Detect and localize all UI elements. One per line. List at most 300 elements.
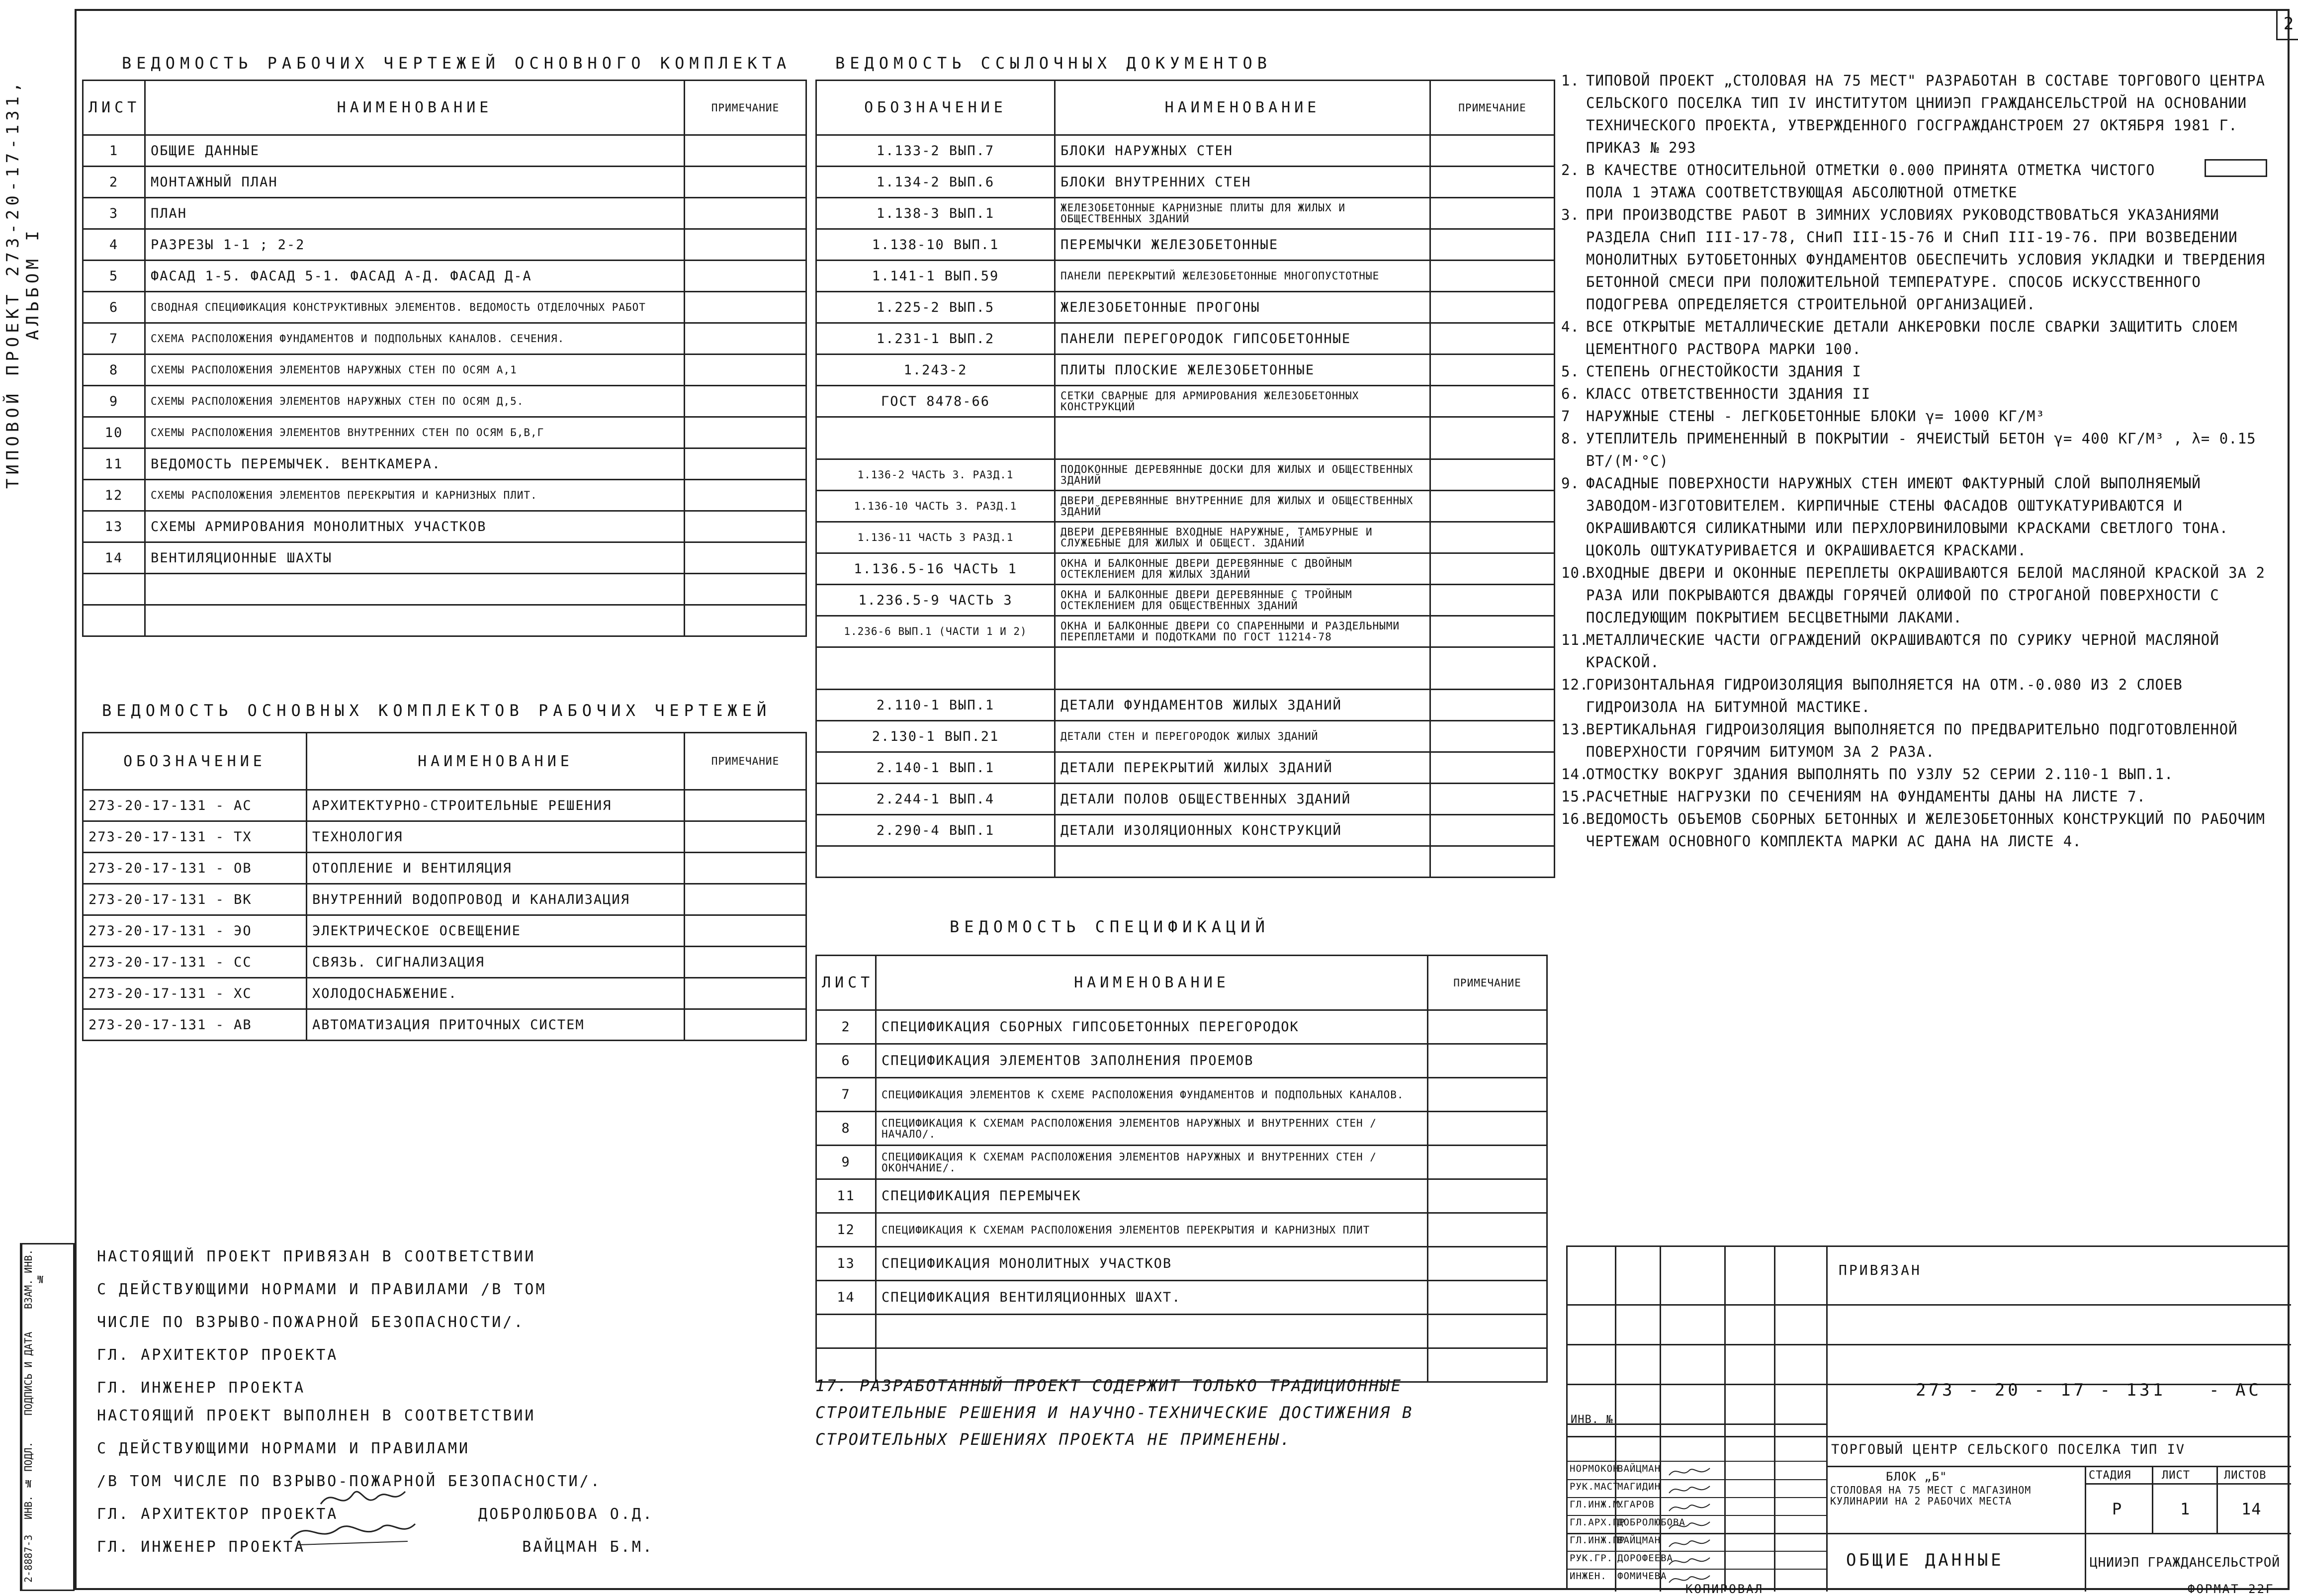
title-block — [1566, 1245, 2290, 1590]
cell-code: 1.136-11 ЧАСТЬ 3 РАЗД.1 — [816, 522, 1055, 553]
cell-name: СХЕМЫ РАСПОЛОЖЕНИЯ ЭЛЕМЕНТОВ ПЕРЕКРЫТИЯ И КАРНИЗНЫХ ПЛИТ. — [145, 480, 685, 511]
cell-name: СХЕМА РАСПОЛОЖЕНИЯ ФУНДАМЕНТОВ И ПОДПОЛЬНЫХ КАНАЛОВ. СЕЧЕНИЯ. — [145, 323, 685, 355]
cell-note — [1430, 292, 1555, 323]
cell-code: 1.136-2 ЧАСТЬ 3. РАЗД.1 — [816, 459, 1055, 491]
cell-sheet: 12 — [83, 480, 145, 511]
cell-code: 1.134-2 ВЫП.6 — [816, 167, 1055, 198]
cell-name: ПАНЕЛИ ПЕРЕГОРОДОК ГИПСОБЕТОННЫЕ — [1055, 323, 1430, 355]
cell-note — [1428, 1010, 1547, 1044]
col-header: НАИМЕНОВАНИЕ — [1055, 81, 1430, 135]
cell-note — [685, 1009, 806, 1041]
cell-note — [685, 821, 806, 853]
cell-code: 2.110-1 ВЫП.1 — [816, 690, 1055, 721]
cell-name: ОКНА И БАЛКОННЫЕ ДВЕРИ ДЕРЕВЯННЫЕ С ТРОЙНЫМ ОСТЕКЛЕНИЕМ ДЛЯ ОБЩЕСТВЕННЫХ ЗДАНИЙ — [1055, 585, 1430, 616]
table-row — [83, 167, 806, 198]
cell-note — [685, 417, 806, 448]
table-row — [816, 491, 1555, 522]
cell-sheet: 12 — [816, 1213, 876, 1247]
note-item — [1561, 204, 2267, 316]
signature-icon — [1667, 1536, 1712, 1551]
cell-code: 273-20-17-131 - АС — [83, 790, 307, 821]
table-row — [83, 229, 806, 261]
cell-code: 273-20-17-131 - АВ — [83, 1009, 307, 1041]
cell-note — [685, 542, 806, 574]
cell-code: 273-20-17-131 - ТХ — [83, 821, 307, 853]
cell-code: 1.236-6 ВЫП.1 (ЧАСТИ 1 И 2) — [816, 616, 1055, 647]
object-name: СТОЛОВАЯ НА 75 МЕСТ С МАГАЗИНОМ КУЛИНАРИИ НА 2 РАБОЧИХ МЕСТА — [1830, 1484, 2032, 1507]
col-header: ПРИМЕЧАНИЕ — [1430, 81, 1555, 135]
cell-sheet: 2 — [83, 167, 145, 198]
cell-code: 273-20-17-131 - ЭО — [83, 915, 307, 947]
cell-note — [685, 884, 806, 915]
cell-note — [1428, 1281, 1547, 1315]
cell-note — [685, 355, 806, 386]
stage-header: СТАДИЯ — [2089, 1469, 2131, 1482]
reference-docs-table — [815, 80, 1555, 878]
executed-line: /В ТОМ ЧИСЛЕ ПО ВЗРЫВО-ПОЖАРНОЙ БЕЗОПАСНОСТИ/. — [97, 1473, 602, 1490]
empty-cell — [685, 574, 806, 605]
cell-note — [1430, 229, 1555, 261]
cell-sheet: 8 — [83, 355, 145, 386]
cell-name: СХЕМЫ РАСПОЛОЖЕНИЯ ЭЛЕМЕНТОВ НАРУЖНЫХ СТЕН ПО ОСЯМ Д,5. — [145, 386, 685, 417]
note-text: УТЕПЛИТЕЛЬ ПРИМЕНЕННЫЙ В ПОКРЫТИИ - ЯЧЕИСТЫЙ БЕТОН γ= 400 КГ/М³ , λ= 0.15 ВТ/(М·°С) — [1586, 430, 2256, 469]
empty-cell — [816, 1315, 876, 1348]
cell-note — [685, 386, 806, 417]
engineer-signature-icon — [288, 1514, 418, 1549]
note-item — [1561, 70, 2267, 159]
cell-note — [685, 323, 806, 355]
col-header: ОБОЗНАЧЕНИЕ — [816, 81, 1055, 135]
note-item — [1561, 428, 2267, 472]
table-row — [83, 915, 806, 947]
cell-name: ВЕНТИЛЯЦИОННЫЕ ШАХТЫ — [145, 542, 685, 574]
executed-architect: ГЛ. АРХИТЕКТОР ПРОЕКТА — [97, 1506, 339, 1523]
note-number: 10. — [1561, 564, 1589, 581]
note-item — [1561, 562, 2267, 629]
table-row — [83, 947, 806, 978]
note-number: 15. — [1561, 788, 1589, 805]
table-row — [816, 1078, 1547, 1112]
cell-code: 1.225-2 ВЫП.5 — [816, 292, 1055, 323]
empty-cell — [1430, 846, 1555, 878]
table-row — [816, 323, 1555, 355]
side-project-title: ТИПОВОЙ ПРОЕКТ 273-20-17-131, АЛЬБОМ I — [3, 78, 43, 489]
general-notes — [1561, 70, 2267, 853]
table-row — [83, 480, 806, 511]
note-item — [1561, 472, 2267, 562]
table-row — [816, 1044, 1547, 1078]
empty-cell — [816, 417, 1055, 459]
cell-name: СХЕМЫ РАСПОЛОЖЕНИЯ ЭЛЕМЕНТОВ ВНУТРЕННИХ СТЕН ПО ОСЯМ Б,В,Г — [145, 417, 685, 448]
project-mark: - АС — [2209, 1380, 2262, 1400]
cell-code: 1.231-1 ВЫП.2 — [816, 323, 1055, 355]
cell-code: 2.140-1 ВЫП.1 — [816, 752, 1055, 784]
binding-line: НАСТОЯЩИЙ ПРОЕКТ ПРИВЯЗАН В СООТВЕТСТВИИ — [97, 1248, 536, 1265]
empty-cell — [83, 605, 145, 636]
cell-sheet: 14 — [816, 1281, 876, 1315]
cell-note — [1430, 135, 1555, 167]
cell-sheet: 13 — [83, 511, 145, 542]
note-text: МЕТАЛЛИЧЕСКИЕ ЧАСТИ ОГРАЖДЕНИЙ ОКРАШИВАЮТСЯ ПО СУРИКУ ЧЕРНОЙ МАСЛЯНОЙ КРАСКОЙ. — [1586, 631, 2219, 671]
col-header: НАИМЕНОВАНИЕ — [145, 81, 685, 135]
note-item — [1561, 763, 2267, 786]
empty-cell — [816, 846, 1055, 878]
signature-icon — [1667, 1518, 1712, 1533]
format-label: ФОРМАТ 22Г — [2188, 1582, 2275, 1596]
table-row — [83, 821, 806, 853]
sheet-header: ЛИСТ — [2162, 1469, 2190, 1482]
cell-code: 1.136.5-16 ЧАСТЬ 1 — [816, 553, 1055, 585]
architect-signature-icon — [318, 1484, 408, 1514]
note-item — [1561, 786, 2267, 808]
table-row — [816, 229, 1555, 261]
cell-note — [1430, 198, 1555, 229]
note-item — [1561, 159, 2267, 204]
empty-cell — [1055, 647, 1430, 690]
cell-note — [1430, 616, 1555, 647]
cell-note — [685, 480, 806, 511]
cell-code: 2.130-1 ВЫП.21 — [816, 721, 1055, 752]
staff-role: РУК.МАСТ — [1570, 1481, 1619, 1492]
empty-cell — [1430, 647, 1555, 690]
table-row — [83, 511, 806, 542]
table-row — [83, 542, 806, 574]
cell-name: ПАНЕЛИ ПЕРЕКРЫТИЙ ЖЕЛЕЗОБЕТОННЫЕ МНОГОПУСТОТНЫЕ — [1055, 261, 1430, 292]
cell-name: СПЕЦИФИКАЦИЯ СБОРНЫХ ГИПСОБЕТОННЫХ ПЕРЕГОРОДОК — [876, 1010, 1428, 1044]
executed-engineer: ГЛ. ИНЖЕНЕР ПРОЕКТА — [97, 1538, 306, 1556]
staff-role: ИНЖЕН. — [1570, 1571, 1607, 1582]
drawings-list-title: ВЕДОМОСТЬ РАБОЧИХ ЧЕРТЕЖЕЙ ОСНОВНОГО КОМПЛЕКТА — [122, 54, 792, 73]
note-text: КЛАСС ОТВЕТСТВЕННОСТИ ЗДАНИЯ II — [1586, 385, 1871, 402]
note-17: 17. РАЗРАБОТАННЫЙ ПРОЕКТ СОДЕРЖИТ ТОЛЬКО ТРАДИЦИОННЫЕ СТРОИТЕЛЬНЫЕ РЕШЕНИЯ И НАУЧНО-ТЕХНИЧЕСКИЕ ДОСТИЖЕНИЯ В СТРОИТЕЛЬНЫХ РЕШЕНИЯХ ПРОЕКТА НЕ ПРИМЕНЕНЫ. — [815, 1376, 1414, 1449]
staff-role: ГЛ.ИНЖ.М. — [1570, 1499, 1625, 1510]
project-code: 273 - 20 - 17 - 131 — [1916, 1380, 2166, 1400]
table-row — [83, 448, 806, 480]
table-row — [816, 355, 1555, 386]
executed-engineer-name: ВАЙЦМАН Б.М. — [522, 1538, 654, 1556]
inventory-label: ИНВ. № — [1571, 1414, 1613, 1426]
table-row — [83, 198, 806, 229]
cell-sheet: 6 — [83, 292, 145, 323]
cell-name: СХЕМЫ АРМИРОВАНИЯ МОНОЛИТНЫХ УЧАСТКОВ — [145, 511, 685, 542]
cell-note — [685, 947, 806, 978]
cell-name: СПЕЦИФИКАЦИЯ ЭЛЕМЕНТОВ ЗАПОЛНЕНИЯ ПРОЕМОВ — [876, 1044, 1428, 1078]
cell-note — [1428, 1146, 1547, 1179]
signature-icon — [1667, 1482, 1712, 1497]
cell-name: ОКНА И БАЛКОННЫЕ ДВЕРИ ДЕРЕВЯННЫЕ С ДВОЙНЫМ ОСТЕКЛЕНИЕМ ДЛЯ ЖИЛЫХ ЗДАНИЙ — [1055, 553, 1430, 585]
cell-sheet: 11 — [83, 448, 145, 480]
table-row — [83, 292, 806, 323]
col-header: ПРИМЕЧАНИЕ — [685, 81, 806, 135]
col-header: ПРИМЕЧАНИЕ — [685, 733, 806, 790]
note-text: ВХОДНЫЕ ДВЕРИ И ОКОННЫЕ ПЕРЕПЛЕТЫ ОКРАШИВАЮТСЯ БЕЛОЙ МАСЛЯНОЙ КРАСКОЙ ЗА 2 РАЗА ИЛИ ПОКРЫВАЮТСЯ ДВАЖДЫ ГОРЯЧЕЙ ОЛИФОЙ ПО СТРОГАНОЙ ПОВЕРХНОСТИ С ПОСЛЕДУЮЩИМ ПОКРЫТИЕМ БЕСЦВЕТНЫМИ ЛАКАМИ. — [1586, 564, 2266, 626]
cell-sheet: 2 — [816, 1010, 876, 1044]
cell-sheet: 8 — [816, 1112, 876, 1146]
table-row — [83, 978, 806, 1009]
cell-name: ОКНА И БАЛКОННЫЕ ДВЕРИ СО СПАРЕННЫМИ И РАЗДЕЛЬНЫМИ ПЕРЕПЛЕТАМИ И ПОДОТКАМИ ПО ГОСТ 11214-78 — [1055, 616, 1430, 647]
note-number: 6. — [1561, 385, 1580, 402]
cell-name: СВЯЗЬ. СИГНАЛИЗАЦИЯ — [307, 947, 685, 978]
table-row — [83, 790, 806, 821]
note-number: 1. — [1561, 72, 1580, 89]
col-header: ПРИМЕЧАНИЕ — [1428, 956, 1547, 1010]
col-header: ОБОЗНАЧЕНИЕ — [83, 733, 307, 790]
note-item — [1561, 383, 2267, 405]
note-item — [1561, 674, 2267, 718]
executed-line: НАСТОЯЩИЙ ПРОЕКТ ВЫПОЛНЕН В СООТВЕТСТВИИ — [97, 1407, 536, 1424]
cell-name: СПЕЦИФИКАЦИЯ МОНОЛИТНЫХ УЧАСТКОВ — [876, 1247, 1428, 1281]
table-row — [816, 585, 1555, 616]
empty-cell — [145, 605, 685, 636]
cell-note — [1430, 261, 1555, 292]
note-number: 8. — [1561, 430, 1580, 447]
cell-note — [685, 511, 806, 542]
table-row — [816, 1146, 1547, 1179]
sheets-header: ЛИСТОВ — [2224, 1469, 2267, 1482]
binding-engineer: ГЛ. ИНЖЕНЕР ПРОЕКТА — [97, 1379, 306, 1397]
cell-sheet: 1 — [83, 135, 145, 167]
table-row — [816, 167, 1555, 198]
staff-name: МАГИДИН — [1617, 1481, 1661, 1492]
specs-table — [815, 955, 1548, 1383]
cell-name: МОНТАЖНЫЙ ПЛАН — [145, 167, 685, 198]
cell-name: СПЕЦИФИКАЦИЯ ЭЛЕМЕНТОВ К СХЕМЕ РАСПОЛОЖЕНИЯ ФУНДАМЕНТОВ И ПОДПОЛЬНЫХ КАНАЛОВ. — [876, 1078, 1428, 1112]
cell-name: ДЕТАЛИ ИЗОЛЯЦИОННЫХ КОНСТРУКЦИЙ — [1055, 815, 1430, 846]
table-row — [83, 135, 806, 167]
empty-cell — [83, 574, 145, 605]
cell-note — [1430, 585, 1555, 616]
note-text: НАРУЖНЫЕ СТЕНЫ - ЛЕГКОБЕТОННЫЕ БЛОКИ γ= 1000 КГ/М³ — [1586, 408, 2045, 425]
table-row — [816, 135, 1555, 167]
staff-name: ДОРОФЕЕВА — [1617, 1553, 1673, 1564]
table-row — [816, 1315, 1547, 1348]
cell-name: БЛОКИ ВНУТРЕННИХ СТЕН — [1055, 167, 1430, 198]
stamp-cell: ИНВ. № ПОДЛ. — [21, 1433, 49, 1528]
table-row — [816, 386, 1555, 417]
note-number: 7 — [1561, 408, 1571, 425]
empty-cell — [1055, 846, 1430, 878]
cell-note — [685, 261, 806, 292]
signature-icon — [1667, 1554, 1712, 1569]
privyazan-label: ПРИВЯЗАН — [1839, 1262, 1922, 1278]
sheet-name: ОБЩИЕ ДАННЫЕ — [1846, 1550, 2004, 1570]
note-number: 13. — [1561, 721, 1589, 738]
table-row — [83, 323, 806, 355]
cell-code: 1.138-10 ВЫП.1 — [816, 229, 1055, 261]
cell-code: 273-20-17-131 - ОВ — [83, 853, 307, 884]
sheet-number: 2 — [2276, 9, 2298, 40]
note-number: 4. — [1561, 318, 1580, 335]
note-item — [1561, 808, 2267, 853]
note-text: РАСЧЕТНЫЕ НАГРУЗКИ ПО СЕЧЕНИЯМ НА ФУНДАМЕНТЫ ДАНЫ НА ЛИСТЕ 7. — [1586, 788, 2146, 805]
cell-note — [685, 229, 806, 261]
cell-sheet: 13 — [816, 1247, 876, 1281]
cell-name: ХОЛОДОСНАБЖЕНИЕ. — [307, 978, 685, 1009]
staff-role: НОРМОКОН — [1570, 1463, 1619, 1474]
cell-name: ПЕРЕМЫЧКИ ЖЕЛЕЗОБЕТОННЫЕ — [1055, 229, 1430, 261]
staff-name: УГАРОВ — [1617, 1499, 1655, 1510]
col-header: ЛИСТ — [83, 81, 145, 135]
table-row — [816, 417, 1555, 459]
empty-cell — [1430, 417, 1555, 459]
cell-note — [1430, 815, 1555, 846]
cell-note — [1428, 1213, 1547, 1247]
stamp-cell: ПОДПИСЬ И ДАТА — [21, 1314, 49, 1433]
cell-name: ДЕТАЛИ СТЕН И ПЕРЕГОРОДОК ЖИЛЫХ ЗДАНИЙ — [1055, 721, 1430, 752]
staff-role: РУК.ГР. — [1570, 1553, 1613, 1564]
empty-cell — [1055, 417, 1430, 459]
cell-code: 1.138-3 ВЫП.1 — [816, 198, 1055, 229]
cell-sheet: 7 — [83, 323, 145, 355]
col-header: НАИМЕНОВАНИЕ — [307, 733, 685, 790]
staff-role: ГЛ.ИНЖ.ПР — [1570, 1535, 1625, 1546]
cell-note — [685, 135, 806, 167]
cell-name: БЛОКИ НАРУЖНЫХ СТЕН — [1055, 135, 1430, 167]
cell-code: 1.133-2 ВЫП.7 — [816, 135, 1055, 167]
cell-name: ПОДОКОННЫЕ ДЕРЕВЯННЫЕ ДОСКИ ДЛЯ ЖИЛЫХ И ОБЩЕСТВЕННЫХ ЗДАНИЙ — [1055, 459, 1430, 491]
binding-architect: ГЛ. АРХИТЕКТОР ПРОЕКТА — [97, 1346, 339, 1364]
note-text: ТИПОВОЙ ПРОЕКТ „СТОЛОВАЯ НА 75 МЕСТ" РАЗРАБОТАН В СОСТАВЕ ТОРГОВОГО ЦЕНТРА СЕЛЬСКОГО ПОСЕЛКА ТИП IV ИНСТИТУТОМ ЦНИИЭП ГРАЖДАНСЕЛЬСТРОЙ НА ОСНОВАНИИ ТЕХНИЧЕСКОГО ПРОЕКТА, УТВЕРЖДЕННОГО ГОСГРАЖДАНСТРОЕМ 27 ОКТЯБРЯ 1981 Г. ПРИКАЗ № 293 — [1586, 72, 2266, 156]
cell-note — [1430, 355, 1555, 386]
note-number: 9. — [1561, 475, 1580, 492]
note-number: 2. — [1561, 162, 1580, 178]
table-row — [816, 690, 1555, 721]
note-text: ОТМОСТКУ ВОКРУГ ЗДАНИЯ ВЫПОЛНЯТЬ ПО УЗЛУ 52 СЕРИИ 2.110-1 ВЫП.1. — [1586, 766, 2174, 783]
sheets-value: 14 — [2241, 1500, 2262, 1518]
table-row — [83, 417, 806, 448]
signature-icon — [1667, 1464, 1712, 1479]
note-number: 5. — [1561, 363, 1580, 380]
cell-name: СПЕЦИФИКАЦИЯ К СХЕМАМ РАСПОЛОЖЕНИЯ ЭЛЕМЕНТОВ ПЕРЕКРЫТИЯ И КАРНИЗНЫХ ПЛИТ — [876, 1213, 1428, 1247]
note-number: 16. — [1561, 810, 1589, 827]
cell-note — [1430, 491, 1555, 522]
note-text: ГОРИЗОНТАЛЬНАЯ ГИДРОИЗОЛЯЦИЯ ВЫПОЛНЯЕТСЯ НА ОТМ.-0.080 ИЗ 2 СЛОЕВ ГИДРОИЗОЛА НА БИТУМНОЙ МАСТИКЕ. — [1586, 676, 2183, 715]
table-row — [816, 522, 1555, 553]
table-row — [816, 1281, 1547, 1315]
binding-line: С ДЕЙСТВУЮЩИМИ НОРМАМИ И ПРАВИЛАМИ /В ТОМ — [97, 1281, 547, 1298]
staff-role: ГЛ.АРХ.ПР — [1570, 1517, 1625, 1528]
empty-cell — [1428, 1315, 1547, 1348]
table-row — [816, 784, 1555, 815]
table-row — [816, 647, 1555, 690]
table-row — [816, 1213, 1547, 1247]
cell-name: ФАСАД 1-5. ФАСАД 5-1. ФАСАД А-Д. ФАСАД Д-А — [145, 261, 685, 292]
cell-name: СПЕЦИФИКАЦИЯ ПЕРЕМЫЧЕК — [876, 1179, 1428, 1213]
table-row — [83, 355, 806, 386]
note-text: ФАСАДНЫЕ ПОВЕРХНОСТИ НАРУЖНЫХ СТЕН ИМЕЮТ ФАКТУРНЫЙ СЛОЙ ВЫПОЛНЯЕМЫЙ ЗАВОДОМ-ИЗГОТОВИТЕЛЕМ. КИРПИЧНЫЕ СТЕНЫ ФАСАДОВ ОШТУКАТУРИВАЮТСЯ И ОКРАШИВАЮТСЯ СИЛИКАТНЫМИ ИЛИ ПЕРХЛОРВИНИЛОВЫМИ КРАСКАМИ СВЕТЛОГО ТОНА. ЦОКОЛЬ ОШТУКАТУРИВАЕТСЯ И ОКРАШИВАЕТСЯ КРАСКАМИ. — [1586, 475, 2229, 559]
cell-code: 273-20-17-131 - СС — [83, 947, 307, 978]
cell-note — [1430, 690, 1555, 721]
cell-name: ДВЕРИ ДЕРЕВЯННЫЕ ВХОДНЫЕ НАРУЖНЫЕ, ТАМБУРНЫЕ И СЛУЖЕБНЫЕ ДЛЯ ЖИЛЫХ И ОБЩЕСТ. ЗДАНИЙ — [1055, 522, 1430, 553]
empty-cell — [876, 1315, 1428, 1348]
note-item — [1561, 718, 2267, 763]
cell-name: СЕТКИ СВАРНЫЕ ДЛЯ АРМИРОВАНИЯ ЖЕЛЕЗОБЕТОННЫХ КОНСТРУКЦИЙ — [1055, 386, 1430, 417]
cell-name: ПЛИТЫ ПЛОСКИЕ ЖЕЛЕЗОБЕТОННЫЕ — [1055, 355, 1430, 386]
cell-note — [1430, 522, 1555, 553]
cell-name: АВТОМАТИЗАЦИЯ ПРИТОЧНЫХ СИСТЕМ — [307, 1009, 685, 1041]
cell-name: ЭЛЕКТРИЧЕСКОЕ ОСВЕЩЕНИЕ — [307, 915, 685, 947]
table-row — [816, 616, 1555, 647]
organization: ЦНИИЭП ГРАЖДАНСЕЛЬСТРОЙ — [2090, 1555, 2281, 1570]
cell-name: СПЕЦИФИКАЦИЯ К СХЕМАМ РАСПОЛОЖЕНИЯ ЭЛЕМЕНТОВ НАРУЖНЫХ И ВНУТРЕННИХ СТЕН / ОКОНЧАНИЕ/. — [876, 1146, 1428, 1179]
table-row — [816, 721, 1555, 752]
stamp-cell: ВЗАМ. ИНВ. № — [21, 1244, 49, 1314]
empty-cell — [816, 647, 1055, 690]
main-sets-title: ВЕДОМОСТЬ ОСНОВНЫХ КОМПЛЕКТОВ РАБОЧИХ ЧЕРТЕЖЕЙ — [102, 701, 772, 720]
specs-title: ВЕДОМОСТЬ СПЕЦИФИКАЦИЙ — [950, 917, 1270, 936]
table-row — [816, 1247, 1547, 1281]
note-number: 14. — [1561, 766, 1589, 783]
cell-code: 2.290-4 ВЫП.1 — [816, 815, 1055, 846]
cell-sheet: 9 — [816, 1146, 876, 1179]
cell-name: ДЕТАЛИ ПОЛОВ ОБЩЕСТВЕННЫХ ЗДАНИЙ — [1055, 784, 1430, 815]
note-item — [1561, 316, 2267, 360]
cell-code: 273-20-17-131 - ВК — [83, 884, 307, 915]
center-title: ТОРГОВЫЙ ЦЕНТР СЕЛЬСКОГО ПОСЕЛКА ТИП IV — [1831, 1442, 2185, 1457]
cell-sheet: 7 — [816, 1078, 876, 1112]
cell-note — [1430, 553, 1555, 585]
col-header: НАИМЕНОВАНИЕ — [876, 956, 1428, 1010]
stage-value: Р — [2112, 1500, 2122, 1518]
note-text: ВЕРТИКАЛЬНАЯ ГИДРОИЗОЛЯЦИЯ ВЫПОЛНЯЕТСЯ ПО ПРЕДВАРИТЕЛЬНО ПОДГОТОВЛЕННОЙ ПОВЕРХНОСТИ ГОРЯЧИМ БИТУМОМ ЗА 2 РАЗА. — [1586, 721, 2238, 760]
cell-code: ГОСТ 8478-66 — [816, 386, 1055, 417]
cell-code: 1.136-10 ЧАСТЬ 3. РАЗД.1 — [816, 491, 1055, 522]
cell-code: 2.244-1 ВЫП.4 — [816, 784, 1055, 815]
main-sets-table — [82, 732, 807, 1041]
inventory-stamp-strip — [20, 1243, 75, 1591]
table-row — [83, 605, 806, 636]
cell-note — [685, 790, 806, 821]
table-row — [816, 752, 1555, 784]
cell-note — [1428, 1247, 1547, 1281]
executed-architect-name: ДОБРОЛЮБОВА О.Д. — [478, 1506, 654, 1523]
drawings-list-table — [82, 80, 807, 637]
cell-name: СПЕЦИФИКАЦИЯ К СХЕМАМ РАСПОЛОЖЕНИЯ ЭЛЕМЕНТОВ НАРУЖНЫХ И ВНУТРЕННИХ СТЕН / НАЧАЛО/. — [876, 1112, 1428, 1146]
stamp-cell: 2-8887-3 — [21, 1528, 49, 1590]
cell-sheet: 3 — [83, 198, 145, 229]
cell-note — [685, 167, 806, 198]
cell-name: ДЕТАЛИ ФУНДАМЕНТОВ ЖИЛЫХ ЗДАНИЙ — [1055, 690, 1430, 721]
table-row — [816, 1112, 1547, 1146]
table-row — [83, 386, 806, 417]
col-header: ЛИСТ — [816, 956, 876, 1010]
cell-note — [1428, 1112, 1547, 1146]
table-row — [83, 1009, 806, 1041]
cell-note — [1430, 167, 1555, 198]
copied-label: КОПИРОВАЛ — [1685, 1582, 1764, 1596]
cell-note — [685, 448, 806, 480]
table-row — [83, 574, 806, 605]
note-item — [1561, 405, 2267, 428]
cell-code: 273-20-17-131 - ХС — [83, 978, 307, 1009]
cell-note — [1430, 386, 1555, 417]
table-row — [816, 261, 1555, 292]
cell-name: ДВЕРИ ДЕРЕВЯННЫЕ ВНУТРЕННИЕ ДЛЯ ЖИЛЫХ И ОБЩЕСТВЕННЫХ ЗДАНИЙ — [1055, 491, 1430, 522]
cell-code: 1.141-1 ВЫП.59 — [816, 261, 1055, 292]
table-row — [816, 553, 1555, 585]
cell-name: ПЛАН — [145, 198, 685, 229]
cell-name: ТЕХНОЛОГИЯ — [307, 821, 685, 853]
signature-icon — [1667, 1500, 1712, 1515]
table-row — [816, 1179, 1547, 1213]
note-text: В КАЧЕСТВЕ ОТНОСИТЕЛЬНОЙ ОТМЕТКИ 0.000 ПРИНЯТА ОТМЕТКА ЧИСТОГО ПОЛА 1 ЭТАЖА СООТВЕТСТВУЮЩАЯ АБСОЛЮТНОЙ ОТМЕТКЕ — [1586, 162, 2155, 201]
cell-name: ВЕДОМОСТЬ ПЕРЕМЫЧЕК. ВЕНТКАМЕРА. — [145, 448, 685, 480]
cell-note — [1430, 721, 1555, 752]
cell-note — [1430, 323, 1555, 355]
note-text: ВСЕ ОТКРЫТЫЕ МЕТАЛЛИЧЕСКИЕ ДЕТАЛИ АНКЕРОВКИ ПОСЛЕ СВАРКИ ЗАЩИТИТЬ СЛОЕМ ЦЕМЕНТНОГО РАСТВОРА МАРКИ 100. — [1586, 318, 2238, 357]
cell-sheet: 9 — [83, 386, 145, 417]
table-row — [816, 459, 1555, 491]
